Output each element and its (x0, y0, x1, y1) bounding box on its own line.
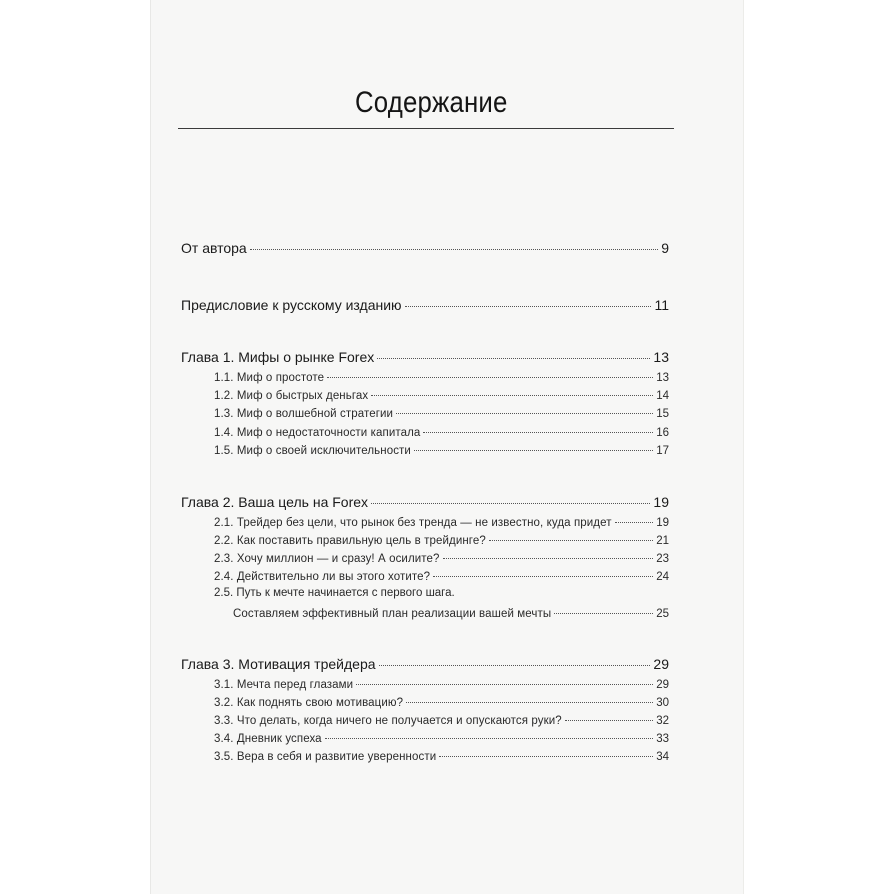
toc-entry-title: 1.1. Миф о простоте (214, 372, 325, 384)
leader-dots (356, 672, 653, 685)
toc-entry-title: Глава 1. Мифы о рынке Forex (181, 349, 375, 365)
toc-entry-title: 2.1. Трейдер без цели, что рынок без тренда — не известно, куда придет (214, 517, 612, 529)
leader-dots (406, 690, 653, 703)
toc-entry-page: 29 (656, 679, 669, 691)
toc-section-2-4 (214, 567, 669, 585)
toc-entry-title: Глава 3. Мотивация трейдера (181, 656, 376, 672)
toc-entry-page: 13 (656, 372, 669, 384)
toc-entry-page: 23 (656, 553, 669, 565)
leader-dots (439, 744, 653, 757)
toc-entry-page: 34 (656, 751, 669, 763)
leader-dots (433, 564, 653, 577)
toc-entry-title: 2.2. Как поставить правильную цель в трейдинге? (214, 535, 486, 547)
toc-entry-title: От автора (181, 240, 247, 256)
leader-dots (377, 346, 650, 359)
leader-dots (325, 726, 654, 739)
toc-section-2-5-continued (233, 604, 669, 622)
toc-entry-page: 9 (661, 240, 669, 256)
toc-entry-title: 1.2. Миф о быстрых деньгах (214, 390, 369, 402)
toc-entry-title: 1.4. Миф о недостаточности капитала (214, 427, 421, 439)
toc-entry-page: 25 (656, 608, 669, 620)
toc-entry-title: 1.3. Миф о волшебной стратегии (214, 408, 394, 420)
leader-dots (379, 653, 651, 666)
title-rule (178, 128, 674, 129)
toc-entry-title: 3.2. Как поднять свою мотивацию? (214, 697, 404, 709)
toc-entry-title: 3.4. Дневник успеха (214, 733, 322, 745)
leader-dots (489, 528, 653, 541)
leader-dots (443, 546, 654, 559)
leader-dots (396, 401, 653, 414)
toc-section-3-5 (214, 747, 669, 765)
leader-dots (565, 708, 653, 721)
toc-chapter-2 (181, 494, 669, 512)
leader-dots (371, 491, 650, 504)
leader-dots (327, 365, 653, 378)
toc-entry-page: 17 (656, 445, 669, 457)
toc-entry-title: 2.4. Действительно ли вы этого хотите? (214, 571, 431, 583)
leader-dots (414, 438, 653, 451)
toc-entry-page: 11 (654, 297, 669, 313)
toc-entry-page: 30 (656, 697, 669, 709)
toc-section-1-5 (214, 441, 669, 459)
toc-entry-title: Составляем эффективный план реализации вашей мечты (233, 608, 552, 620)
page-title: Содержание (355, 86, 508, 119)
toc-entry-page: 14 (656, 390, 669, 402)
toc-entry-page: 15 (656, 408, 669, 420)
toc-entry-page: 16 (656, 427, 669, 439)
toc-entry-title: 3.3. Что делать, когда ничего не получается и опускаются руки? (214, 715, 562, 727)
toc-entry-page: 29 (653, 656, 669, 672)
leader-dots (615, 510, 654, 523)
leader-dots (371, 383, 653, 396)
toc-entry-title: 3.5. Вера в себя и развитие уверенности (214, 751, 437, 763)
toc-entry-title: Глава 2. Ваша цель на Forex (181, 494, 369, 510)
toc-entry-title: 1.5. Миф о своей исключительности (214, 445, 411, 457)
toc-entry-from-author (181, 240, 669, 258)
toc-entry-preface (181, 297, 669, 315)
leader-dots (405, 294, 652, 307)
toc-entry-page: 32 (656, 715, 669, 727)
leader-dots (423, 420, 653, 433)
toc-entry-page: 19 (653, 494, 669, 510)
toc-section-2-5: 2.5. Путь к мечте начинается с первого шага. (214, 587, 455, 599)
leader-dots (554, 601, 653, 614)
toc-entry-page: 13 (653, 349, 669, 365)
toc-entry-page: 24 (656, 571, 669, 583)
toc-entry-title: Предисловие к русскому изданию (181, 297, 402, 313)
toc-entry-title: 2.3. Хочу миллион — и сразу! А осилите? (214, 553, 440, 565)
toc-entry-page: 19 (656, 517, 669, 529)
toc-entry-page: 21 (656, 535, 669, 547)
toc-entry-title: 3.1. Мечта перед глазами (214, 679, 354, 691)
leader-dots (250, 237, 658, 250)
toc-entry-page: 33 (656, 733, 669, 745)
